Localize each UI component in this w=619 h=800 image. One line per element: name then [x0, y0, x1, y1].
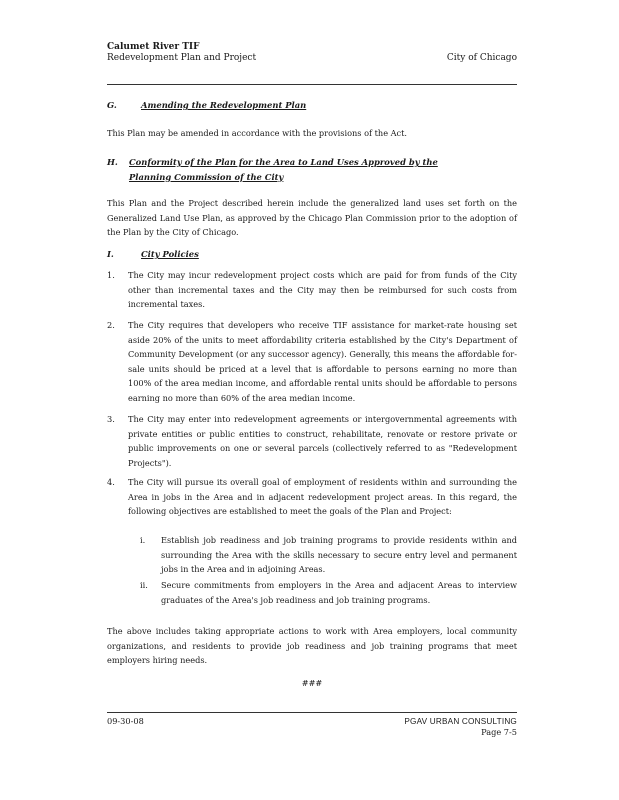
header-project-name: Calumet River TIF [107, 42, 200, 52]
policy-subitem-number: i. [140, 535, 146, 545]
section-h-title-line1: Conformity of the Plan for the Area to Land Uses Approved by the [129, 157, 438, 167]
section-g-heading [107, 98, 517, 113]
policy-subitem-text: Establish job readiness and job training programs to provide residents within and surrounding the Area with the skills necessary to secure entry level and permanent jobs in the Area and in adjoining Areas. [161, 535, 517, 574]
policy-item [107, 475, 517, 519]
footer-date: 09-30-08 [107, 716, 144, 726]
header-rule [107, 84, 517, 85]
section-g-number: G. [107, 100, 117, 110]
policy-item [107, 318, 517, 405]
policy-item-text: The City may incur redevelopment project costs which are paid for from funds of the City other than incremental taxes and the City may then be reimbursed for such costs from incremental taxes. [128, 270, 517, 309]
section-h-title-line2: Planning Commission of the City [129, 171, 284, 182]
policy-item-number: 3. [107, 414, 115, 424]
policy-item-number: 2. [107, 320, 115, 330]
end-mark: ### [301, 678, 323, 688]
section-i-number: I. [107, 249, 114, 259]
page-header [107, 42, 517, 64]
footer-right [404, 716, 517, 738]
policy-subitem-number: ii. [140, 580, 148, 590]
header-document-title: Redevelopment Plan and Project [107, 53, 257, 63]
policy-item-text: The City may enter into redevelopment agreements or intergovernmental agreements with private entities or public entities to construct, rehabilitate, renovate or restore private or public improvements on one or several parcels (collectively referred to as "Redevelopment Projects"). [128, 414, 517, 468]
policy-item [107, 268, 517, 312]
header-city: City of Chicago [446, 53, 517, 63]
section-h-number: H. [107, 157, 118, 167]
policy-item-text: The City requires that developers who receive TIF assistance for market-rate housing set aside 20% of the units to meet affordability criteria established by the City's Department of Community Development (or any successor agency). Generally, this means the affordable for-sale units should be priced at a level that is affordable to persons earning no more than 100% of the area median income, and affordable rental units should be affordable to persons earning no more than 60% of the area median income. [128, 320, 517, 403]
section-g-title: Amending the Redevelopment Plan [141, 100, 307, 110]
policy-item-number: 4. [107, 477, 115, 487]
footer-rule [107, 712, 517, 713]
footer-page-number: Page 7-5 [481, 727, 517, 737]
section-g-body: This Plan may be amended in accordance with the provisions of the Act. [107, 128, 408, 138]
section-i-title: City Policies [141, 249, 199, 259]
policy-subitem-text: Secure commitments from employers in the Area and adjacent Areas to interview graduates of the Area's job readiness and job training programs. [161, 580, 517, 605]
section-i-closing: The above includes taking appropriate actions to work with Area employers, local community organizations, and residents to provide job readiness and job training programs that meet employers hiring needs. [107, 626, 517, 665]
policy-subitem [140, 533, 517, 577]
section-h-body: This Plan and the Project described herein include the generalized land uses set forth on the Generalized Land Use Plan, as approved by the Chicago Plan Commission prior to the adoption of the Plan by the City of Chicago. [107, 198, 517, 237]
policy-item-number: 1. [107, 270, 115, 280]
section-i-heading [107, 247, 517, 262]
page-footer [107, 716, 517, 737]
footer-consultant: PGAV URBAN CONSULTING [404, 717, 517, 726]
section-h-heading [107, 155, 517, 184]
policy-item [107, 412, 517, 470]
policy-item-text: The City will pursue its overall goal of employment of residents within and surrounding the Area in jobs in the Area and in adjacent redevelopment project areas. In this regard, the following objectives are established to meet the goals of the Plan and Project: [128, 477, 517, 516]
policy-subitem [140, 578, 517, 607]
